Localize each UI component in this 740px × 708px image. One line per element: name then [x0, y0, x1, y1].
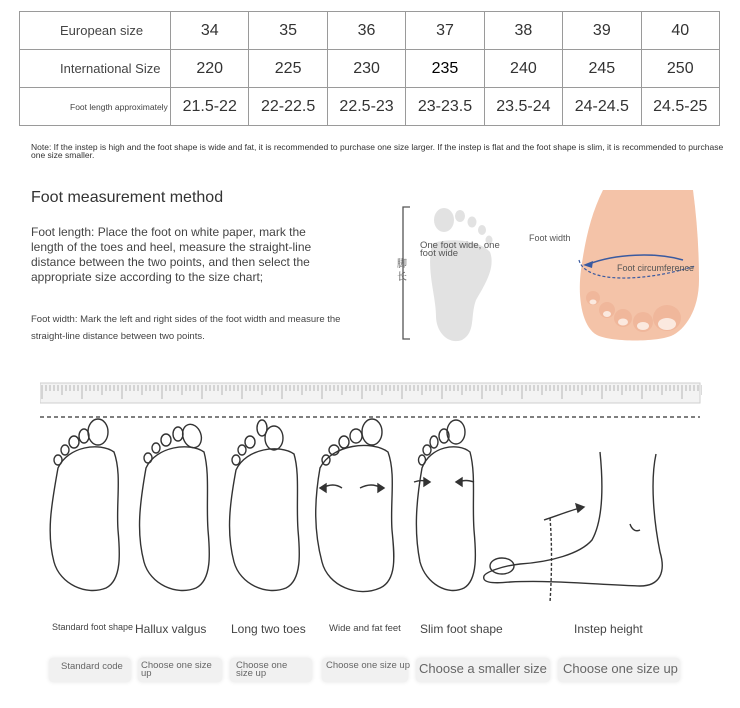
table-cell: 245: [563, 50, 641, 88]
table-row: [20, 12, 720, 50]
table-cell: 23-23.5: [406, 88, 484, 126]
table-cell: 37: [406, 12, 484, 50]
foot-width-instructions: Foot width: Mark the left and right sides of the foot width and measure the straight-line distance between two points.: [31, 314, 341, 342]
advice-text: Choose a smaller size: [419, 661, 547, 676]
advice-instep-height: [558, 658, 680, 682]
advice-standard: [49, 658, 131, 682]
table-cell: 250: [641, 50, 719, 88]
caption-slim-foot: Slim foot shape: [420, 622, 503, 636]
foot-circumference-label: Foot circumference: [617, 263, 695, 273]
table-cell: 230: [327, 50, 405, 88]
table-cell: 22.5-23: [327, 88, 405, 126]
diagram-width-label: One foot wide, one foot wide: [420, 240, 500, 259]
foot-shape-illustrations: [40, 412, 720, 602]
row-header: Foot length approximately: [20, 88, 171, 126]
advice-hallux-valgus: [138, 658, 222, 682]
row-header: International Size: [20, 50, 171, 88]
caption-long-two-toes: Long two toes: [231, 622, 306, 636]
table-row: [20, 88, 720, 126]
long-two-toes-outline: [230, 420, 300, 590]
table-cell: 22-22.5: [249, 88, 327, 126]
slim-foot-outline: [414, 420, 475, 590]
table-cell: 36: [327, 12, 405, 50]
row-header: European size: [20, 12, 171, 50]
advice-text: Choose one size up: [141, 660, 212, 679]
table-cell: 240: [484, 50, 562, 88]
table-cell: 23.5-24: [484, 88, 562, 126]
standard-foot-outline: [50, 419, 119, 590]
hallux-valgus-outline: [140, 422, 210, 591]
size-table: [19, 11, 720, 126]
advice-text: Choose one size up: [326, 660, 410, 671]
advice-wide-fat-feet: [322, 658, 408, 682]
table-cell: 34: [171, 12, 249, 50]
caption-hallux-valgus: Hallux valgus: [135, 622, 207, 636]
table-cell: 225: [249, 50, 327, 88]
section-title: Foot measurement method: [31, 189, 224, 206]
foot-width-label: Foot width: [529, 233, 571, 243]
table-cell: 35: [249, 12, 327, 50]
table-cell: 40: [641, 12, 719, 50]
advice-text: Choose one size up: [563, 661, 678, 676]
advice-text: Choose one size up: [236, 660, 288, 679]
table-cell: 38: [484, 12, 562, 50]
diagram-length-label: 脚长: [397, 259, 407, 283]
caption-instep-height: Instep height: [574, 622, 643, 636]
table-cell: 24.5-25: [641, 88, 719, 126]
footprint-diagram: [396, 200, 506, 345]
table-cell: 39: [563, 12, 641, 50]
advice-slim-foot: [416, 658, 550, 682]
instep-height-outline: [484, 452, 663, 602]
table-cell: 21.5-22: [171, 88, 249, 126]
table-cell: 235: [406, 50, 484, 88]
size-note: Note: If the instep is high and the foot shape is wide and fat, it is recommended to purchase one size larger. If the instep is flat and the foot shape is slim, it is recommended to purchase one size smaller.: [31, 142, 724, 160]
table-cell: 220: [171, 50, 249, 88]
foot-length-instructions: Foot length: Place the foot on white paper, mark the length of the toes and heel, measure the straight-line distance between the two points, and then select the appropriate size according to the size chart;: [31, 225, 312, 284]
advice-long-two-toes: [230, 658, 312, 682]
caption-wide-fat-feet: Wide and fat feet: [329, 623, 401, 634]
table-cell: 24-24.5: [563, 88, 641, 126]
table-row: [20, 50, 720, 88]
advice-text: Standard code: [61, 661, 123, 672]
caption-standard-foot: Standard foot shape: [52, 622, 134, 632]
wide-fat-foot-outline: [316, 419, 394, 592]
